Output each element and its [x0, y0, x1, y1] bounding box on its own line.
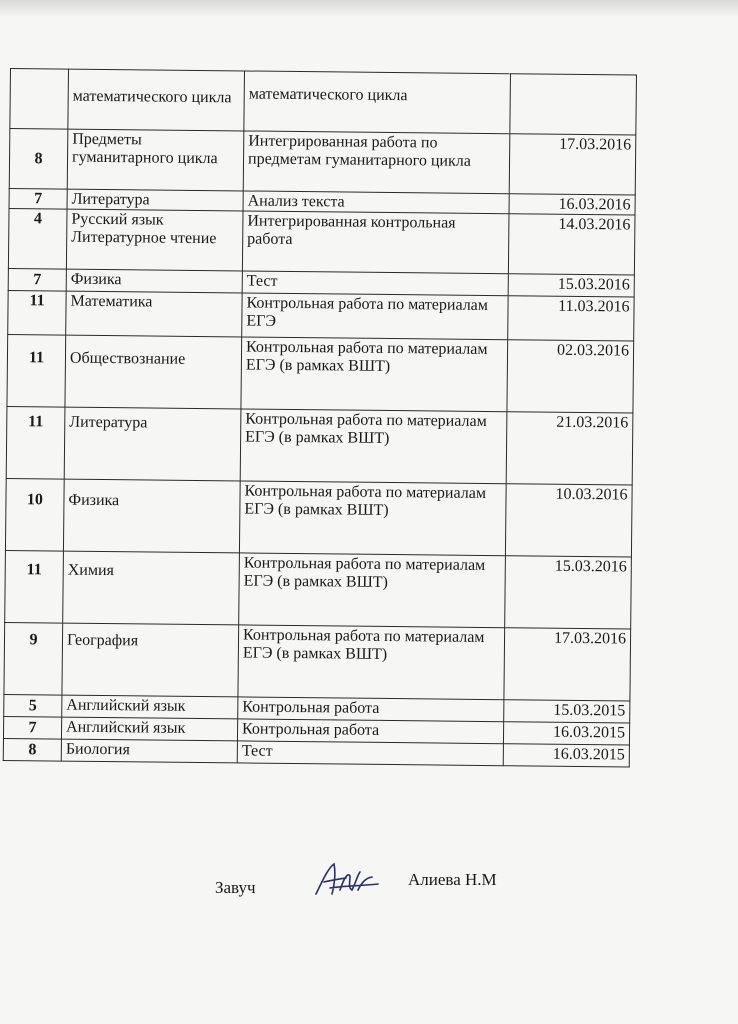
grade-cell: 11 [8, 290, 66, 335]
subject-cell: Химия [63, 551, 240, 625]
table-row [5, 478, 632, 557]
work-cell: Контрольная работа по материалам ЕГЭ [242, 293, 508, 340]
work-cell: Контрольная работа по материалам ЕГЭ (в рамках ВШТ) [239, 481, 506, 556]
grade-cell: 8 [3, 738, 61, 761]
work-cell: математического цикла [244, 71, 511, 134]
subject-cell: Математика [66, 291, 242, 337]
date-cell: 17.03.2016 [509, 134, 636, 195]
date-cell: 15.03.2015 [504, 700, 630, 723]
subject-cell: Предметы гуманитарного цикла [67, 129, 244, 191]
grade-cell [10, 69, 69, 130]
work-cell: Контрольная работа [238, 697, 504, 722]
date-cell: 16.03.2015 [503, 722, 629, 745]
work-cell: Контрольная работа по материалам ЕГЭ (в рамках ВШТ) [239, 553, 506, 628]
table-row [7, 334, 634, 413]
grade-cell: 7 [9, 188, 67, 209]
handwritten-signature [312, 860, 382, 900]
date-cell: 15.03.2016 [508, 274, 634, 297]
work-cell: Контрольная работа по материалам ЕГЭ (в рамках ВШТ) [238, 625, 505, 700]
date-cell [510, 74, 637, 135]
date-cell: 15.03.2016 [505, 556, 632, 629]
schedule-table [3, 68, 637, 768]
work-cell: Тест [242, 271, 508, 296]
subject-cell: Литература [64, 407, 241, 481]
table-row [9, 129, 636, 196]
subject-cell: Физика [66, 269, 242, 293]
table-row [5, 550, 632, 629]
work-cell: Тест [237, 741, 503, 766]
work-cell: Анализ текста [243, 191, 509, 214]
date-cell: 16.03.2015 [503, 744, 629, 767]
work-cell: Контрольная работа [237, 719, 503, 744]
date-cell: 11.03.2016 [508, 296, 634, 341]
subject-cell: Биология [61, 739, 237, 763]
grade-cell: 4 [8, 208, 67, 269]
subject-cell: Английский язык [61, 717, 237, 741]
scan-edge [0, 0, 738, 18]
date-cell: 16.03.2016 [509, 194, 635, 215]
grade-cell: 11 [5, 550, 64, 623]
table-row [4, 622, 631, 701]
table-row [10, 69, 637, 136]
table-row [8, 290, 634, 341]
subject-cell: Обществознание [65, 335, 242, 409]
work-cell: Контрольная работа по материалам ЕГЭ (в рамках ВШТ) [241, 337, 508, 412]
grade-cell: 8 [9, 129, 68, 190]
subject-cell: География [62, 623, 239, 697]
grade-cell: 10 [5, 478, 64, 551]
work-cell: Контрольная работа по материалам ЕГЭ (в рамках ВШТ) [240, 409, 507, 484]
grade-cell: 9 [4, 622, 63, 695]
table-row [6, 406, 633, 485]
subject-cell: математического цикла [68, 69, 245, 131]
grade-cell: 7 [3, 716, 61, 739]
schedule-sheet [3, 68, 636, 768]
work-cell: Интегрированная контрольная работа [242, 211, 509, 274]
date-cell: 14.03.2016 [508, 214, 635, 275]
date-cell: 02.03.2016 [507, 340, 634, 413]
signatory-name: Алиева Н.М [408, 870, 497, 889]
subject-cell: Русский язык Литературное чтение [66, 209, 243, 271]
signature-block [0, 860, 738, 920]
date-cell: 17.03.2016 [504, 628, 631, 701]
grade-cell: 5 [4, 694, 62, 717]
work-cell: Интегрированная работа по предметам гуманитарного цикла [243, 131, 510, 194]
date-cell: 10.03.2016 [505, 484, 632, 557]
subject-cell: Физика [63, 479, 240, 553]
position-label: Завуч [215, 878, 256, 897]
grade-cell: 11 [7, 334, 66, 407]
grade-cell: 11 [6, 406, 65, 479]
grade-cell: 7 [8, 268, 66, 291]
subject-cell: Литература [67, 189, 243, 211]
date-cell: 21.03.2016 [506, 412, 633, 485]
table-row [8, 208, 635, 275]
subject-cell: Английский язык [62, 695, 238, 719]
